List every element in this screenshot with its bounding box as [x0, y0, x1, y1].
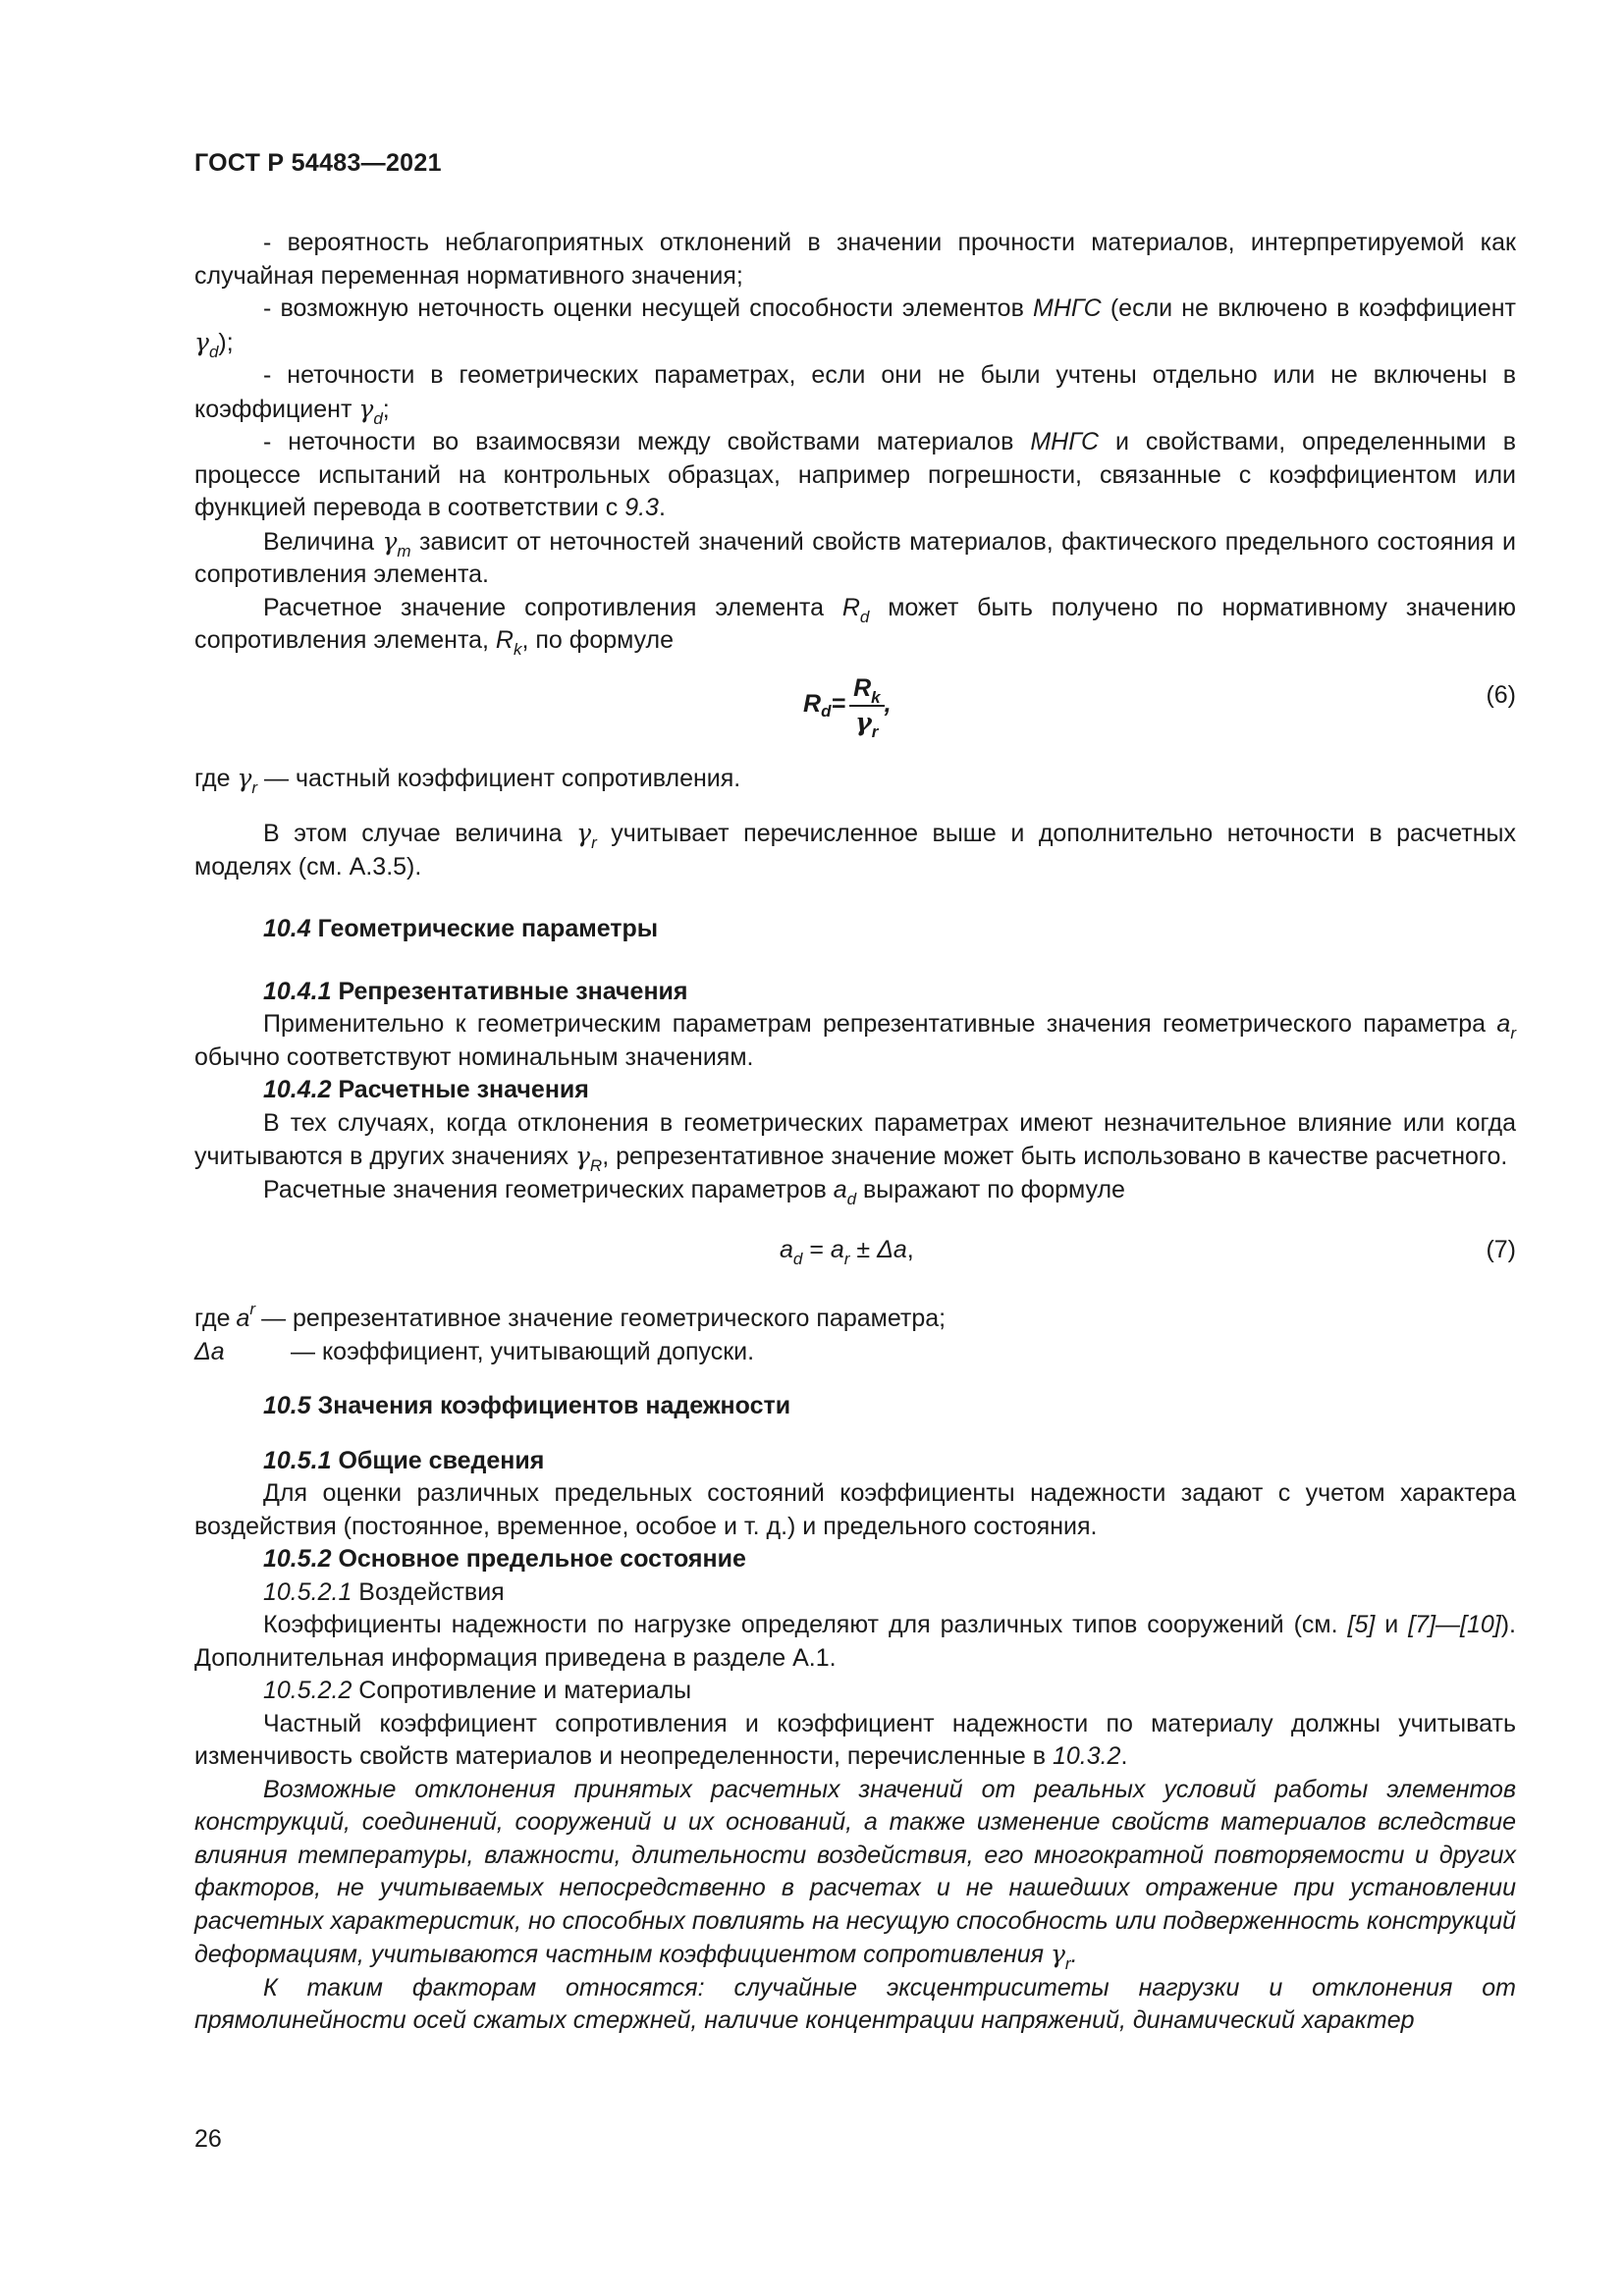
formula-6-expression: R $_d$ = $\frac{R_k}{\gamma_r}$ , [803, 671, 892, 738]
paragraph-general: Для оценки различных предельных состояний коэффициенты надежности задают с учетом характера воздействия (постоянное, временное, особое и т. д.) и предельного состояния. [194, 1479, 1516, 1540]
bullet-1 [194, 227, 1516, 293]
formula-7-expression: $a_d = a_r \pm \Delta a$, [780, 1236, 914, 1268]
section-10-5-2-1-heading: 10.5.2.1 Воздействия [263, 1577, 505, 1606]
section-ref: 9.3 [624, 494, 659, 521]
gamma-symbol: γ [194, 327, 209, 356]
formula-7-number: (7) [1486, 1236, 1516, 1263]
bullet-1-text: - вероятность неблагоприятных отклонений в значении прочности материалов, интерпретируемой как случайная переменная нормативного значения; [194, 229, 1516, 290]
mngs-term: МНГС [1030, 428, 1100, 455]
formula-6 [194, 673, 1516, 762]
section-10-4-2-heading: 10.4.2 Расчетные значения [263, 1076, 589, 1103]
section-10-4-1-heading: 10.4.1 Репрезентативные значения [263, 977, 688, 1005]
section-10-5-2-heading: 10.5.2 Основное предельное состояние [263, 1545, 746, 1573]
paragraph-gamma-m: Величина $\gamma_m$ зависит от неточностей значений свойств материалов, фактического предельного состояния и сопротивления элемента. [194, 526, 1516, 588]
paragraph-rd: Расчетное значение сопротивления элемента $R_d$ может быть получено по нормативному значению сопротивления элемента, $R_k$, по формуле [194, 593, 1516, 659]
section-10-5-heading: 10.5 Значения коэффициентов надежности [263, 1392, 791, 1419]
bullet-3: - неточности в геометрических параметрах, если они не были учтены отдельно или не включены в коэффициент $\gamma_d$; [194, 361, 1516, 428]
bullet-2: - возможную неточность оценки несущей способности элементов МНГС (если не включено в коэффициент $\gamma_d$); [194, 294, 1516, 361]
bibliography-ref: [7]—[10] [1408, 1611, 1501, 1638]
document-body [194, 227, 1516, 2038]
paragraph-italic-deviations: Возможные отклонения принятых расчетных значений от реальных условий работы элементов конструкций, соединений, сооружений и их оснований, а также изменение свойств материалов вследствие влияния температуры, влажности, длительности воздействия, его многократной повторяемости и других факторов, не учитываемых непосредственно в расчетах и не нашедших отражение при установлении расчетных характеристик, но способных повлиять на несущую способность или подверженность конструкций деформациям, учитываются частным коэффициентом сопротивления $\gamma_r$. [194, 1775, 1516, 1973]
bullet-4: - неточности во взаимосвязи между свойствами материалов МНГС и свойствами, определенными в процессе испытаний на контрольных образцах, например погрешности, связанные с коэффициентом или функцией перевода в соответствии с 9.3. [194, 428, 1516, 521]
mngs-term: МНГС [1033, 294, 1102, 322]
paragraph-gamma-r: В этом случае величина $\gamma_r$ учитывает перечисленное выше и дополнительно неточности в расчетных моделях (см. А.3.5). [194, 819, 1516, 881]
section-10-5-1-heading: 10.5.1 Общие сведения [263, 1446, 545, 1474]
formula-6-number: (6) [1486, 680, 1516, 709]
formula-7 [194, 1234, 1516, 1303]
section-10-5-2-2-heading: 10.5.2.2 Сопротивление и материалы [263, 1677, 692, 1704]
bibliography-ref: [5] [1347, 1611, 1376, 1638]
where-gamma-r: где $\gamma_r$ — частный коэффициент сопротивления. [194, 763, 741, 797]
section-10-4-heading: 10.4 Геометрические параметры [263, 915, 659, 942]
fraction: $\frac{R_k}{\gamma_r}$ [849, 671, 885, 738]
paragraph-italic-factors: К таким факторам относятся: случайные эксцентриситеты нагрузки и отклонения от прямолинейности осей сжатых стержней, наличие концентрации напряжений, динамический характер [194, 1973, 1516, 2034]
where-delta-a: Δa — коэффициент, учитывающий допуски. [194, 1337, 755, 1365]
gamma-symbol: γ [358, 394, 374, 423]
paragraph-materials: Частный коэффициент сопротивления и коэффициент надежности по материалу должны учитывать изменчивость свойств материалов и неопределенности, перечисленные в 10.3.2. [194, 1709, 1516, 1770]
where-ar: где a $_r$ — репрезентативное значение геометрического параметра; [194, 1300, 947, 1332]
section-ref: 10.3.2 [1052, 1742, 1121, 1770]
page-number: 26 [194, 2125, 222, 2153]
paragraph-loads: Коэффициенты надежности по нагрузке определяют для различных типов сооружений (см. [5] и [7]—[10]). Дополнительная информация приведена в разделе А.1. [194, 1611, 1516, 1672]
document-header: ГОСТ Р 54483—2021 [194, 149, 442, 177]
paragraph-representative: Применительно к геометрическим параметрам репрезентативные значения геометрического параметра $a_r$ обычно соответствуют номинальным значениям. [194, 1010, 1516, 1071]
paragraph-calc-values: В тех случаях, когда отклонения в геометрических параметрах имеют незначительное влияние или когда учитываются в других значениях $\gamma_R$, репрезентативное значение может быть использовано в качестве расчетного. [194, 1108, 1516, 1175]
paragraph-ad: Расчетные значения геометрических параметров $a_d$ выражают по формуле [263, 1175, 1125, 1208]
